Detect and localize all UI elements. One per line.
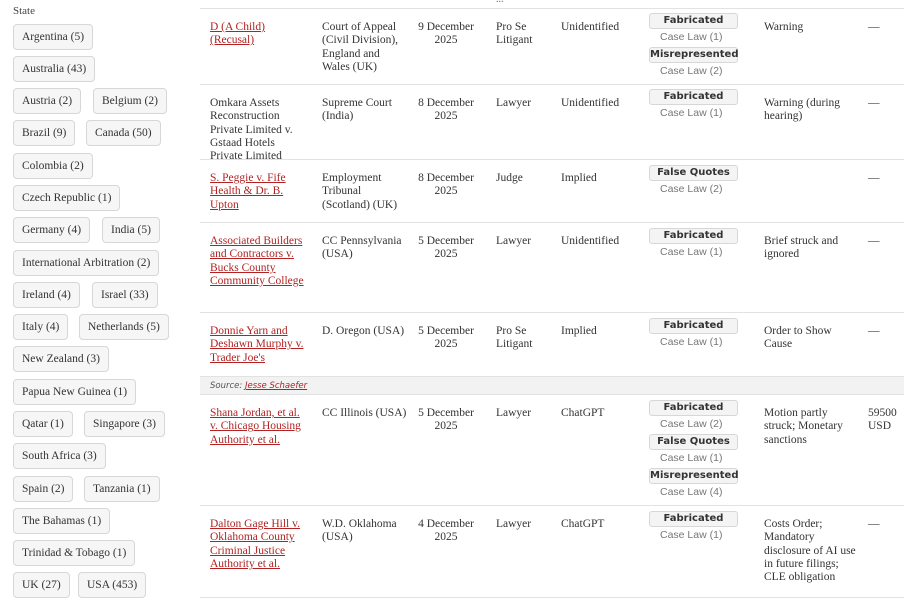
court-cell: W.D. Oklahoma (USA) [322,518,397,544]
hallucination-cell [649,400,739,502]
filter-chip-colombia[interactable]: Colombia (2) [13,153,93,179]
filter-chip-italy[interactable]: Italy (4) [13,314,68,340]
filter-chip-canada[interactable]: Canada (50) [86,120,161,146]
hallucination-cell [649,89,739,123]
date-cell: 4 December 2025 [418,518,474,544]
filter-chip-south-africa[interactable]: South Africa (3) [13,443,106,469]
outcome-cell: Costs Order; Mandatory disclosure of AI use in future filings; CLE obligation [764,518,856,584]
date-cell: 8 December 2025 [418,172,474,198]
outcome-cell: Order to Show Cause [764,325,832,351]
source-prefix: Source: [210,381,245,391]
hallucination-detail: Case Law (1) [660,452,723,464]
filter-chip-tanzania[interactable]: Tanzania (1) [84,476,160,502]
table-row [200,85,904,163]
case-name-text: Omkara Assets Reconstruction Private Limited v. Gstaad Hotels Private Limited [210,97,293,163]
hallucination-tag: Misrepresented [649,47,738,63]
penalty-cell: — [868,21,880,33]
date-cell: 9 December 2025 [418,21,474,47]
hallucination-tag: Misrepresented [649,468,738,484]
penalty-cell: — [868,325,880,337]
hallucination-tag: Fabricated [649,13,738,29]
filter-chip-brazil[interactable]: Brazil (9) [13,120,75,146]
hallucination-tag: False Quotes [649,434,738,450]
penalty-cell: — [868,172,880,184]
filter-chip-argentina[interactable]: Argentina (5) [13,24,93,50]
filter-chip-israel[interactable]: Israel (33) [92,282,158,308]
outcome-cell: Motion partly struck; Monetary sanctions [764,407,843,446]
hallucination-cell [649,511,739,545]
hallucination-detail: Case Law (1) [660,246,723,258]
filter-chip-papua-new-guinea[interactable]: Papua New Guinea (1) [13,379,136,405]
hallucination-tag: Fabricated [649,228,738,244]
court-cell: Supreme Court (India) [322,97,392,123]
party-cell: Pro Se Litigant [496,325,533,351]
hallucination-tag: False Quotes [649,165,738,181]
table-row [200,8,904,85]
hallucination-detail: Case Law (4) [660,486,723,498]
hallucination-detail: Case Law (2) [660,418,723,430]
party-cell: Pro Se Litigant [496,21,533,47]
hallucination-cell [649,228,739,262]
filter-chip-trinidad-tobago[interactable]: Trinidad & Tobago (1) [13,540,135,566]
hallucination-tag: Fabricated [649,400,738,416]
hallucination-tag: Fabricated [649,89,738,105]
hallucination-cell [649,318,739,352]
filter-chip-india[interactable]: India (5) [102,217,160,243]
court-cell: Court of Appeal (Civil Division), England and Wales (UK) [322,21,399,73]
case-name-link[interactable]: Associated Builders and Contractors v. Bucks County Community College [210,235,304,287]
case-name-link[interactable]: Dalton Gage Hill v. Oklahoma County Criminal Justice Authority et al. [210,518,300,570]
court-cell: CC Pennsylvania (USA) [322,235,402,261]
filter-chip-germany[interactable]: Germany (4) [13,217,90,243]
case-name-link[interactable]: Donnie Yarn and Deshawn Murphy v. Trader Joe's [210,325,304,364]
court-cell: D. Oregon (USA) [322,325,405,337]
date-cell: 5 December 2025 [418,235,474,261]
source-author-link[interactable]: Jesse Schaefer [244,381,308,391]
case-name-link[interactable]: S. Peggie v. Fife Health & Dr. B. Upton [210,172,286,211]
filter-chip-the-bahamas[interactable]: The Bahamas (1) [13,508,110,534]
hallucination-detail: Case Law (1) [660,336,723,348]
date-cell: 8 December 2025 [418,97,474,123]
filter-chip-singapore[interactable]: Singapore (3) [84,411,165,437]
hallucination-tag: Fabricated [649,511,738,527]
party-cell: Lawyer [496,97,532,109]
case-name-link[interactable]: D (A Child) (Recusal) [210,21,265,47]
outcome-cell: Warning (during hearing) [764,97,841,123]
outcome-cell: Brief struck and ignored [764,235,839,261]
party-cell: Lawyer [496,518,532,530]
ai-tool-cell: Implied [561,325,597,337]
filter-sidebar [0,0,195,600]
table-row [200,395,904,506]
ai-tool-cell: ChatGPT [561,407,605,419]
ai-tool-cell: Unidentified [561,97,620,109]
ai-tool-cell: ChatGPT [561,518,605,530]
court-cell: CC Illinois (USA) [322,407,407,419]
penalty-cell: — [868,97,880,109]
penalty-cell: 59500 USD [868,407,897,433]
ai-tool-cell: Unidentified [561,21,620,33]
ai-tool-cell: Unidentified [561,235,620,247]
source-note-row [200,377,904,395]
source-note [210,381,307,391]
filter-chip-new-zealand[interactable]: New Zealand (3) [13,346,109,372]
filter-chip-belgium[interactable]: Belgium (2) [93,88,167,114]
filter-chip-australia[interactable]: Australia (43) [13,56,95,82]
filter-chip-uk[interactable]: UK (27) [13,572,70,598]
party-cell: Lawyer [496,235,532,247]
party-cell: Judge [496,172,523,184]
hallucination-detail: Case Law (2) [660,183,723,195]
cases-table [200,0,904,600]
party-cell: Lawyer [496,407,532,419]
penalty-cell: — [868,518,880,530]
filter-chip-usa[interactable]: USA (453) [78,572,146,598]
case-name-link[interactable]: Shana Jordan, et al. v. Chicago Housing Authority et al. [210,407,301,446]
filter-chip-ireland[interactable]: Ireland (4) [13,282,80,308]
filter-chip-qatar[interactable]: Qatar (1) [13,411,73,437]
clipped-text-fragment [496,0,504,5]
hallucination-detail: Case Law (1) [660,107,723,119]
filter-chip-spain[interactable]: Spain (2) [13,476,73,502]
filter-title: State [13,5,35,17]
hallucination-cell [649,165,739,199]
table-row [200,160,904,223]
filter-chip-international-arbitration[interactable]: International Arbitration (2) [13,250,159,276]
outcome-cell: Warning [764,21,804,33]
table-row [200,223,904,313]
hallucination-cell [649,13,739,81]
hallucination-detail: Case Law (1) [660,31,723,43]
table-row [200,506,904,598]
filter-chip-czech-republic[interactable]: Czech Republic (1) [13,185,120,211]
filter-chip-netherlands[interactable]: Netherlands (5) [79,314,169,340]
table-row [200,313,904,377]
hallucination-detail: Case Law (1) [660,529,723,541]
date-cell: 5 December 2025 [418,407,474,433]
hallucination-tag: Fabricated [649,318,738,334]
filter-chip-austria[interactable]: Austria (2) [13,88,81,114]
ai-tool-cell: Implied [561,172,597,184]
hallucination-detail: Case Law (2) [660,65,723,77]
date-cell: 5 December 2025 [418,325,474,351]
court-cell: Employment Tribunal (Scotland) (UK) [322,172,398,211]
penalty-cell: — [868,235,880,247]
